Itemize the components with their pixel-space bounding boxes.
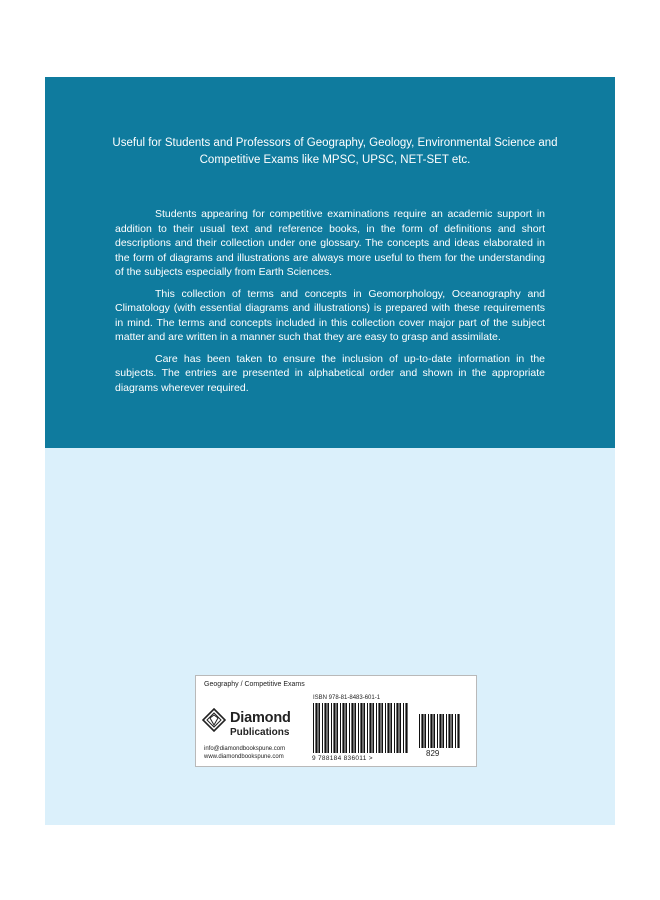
barcode-bar <box>363 703 365 753</box>
barcode-bar <box>437 714 438 748</box>
barcode-bar <box>345 703 347 753</box>
barcode-bar <box>354 703 356 753</box>
barcode-bar <box>419 714 420 748</box>
barcode-bar <box>378 703 380 753</box>
barcode-bar <box>399 703 401 753</box>
barcode-bar <box>360 703 362 753</box>
barcode-bar <box>385 703 386 753</box>
barcode-bar <box>376 703 377 753</box>
tagline: Useful for Students and Professors of Geography, Geology, Environmental Science and Competitive Exams like MPSC, UPSC, NET-SET etc. <box>112 137 558 166</box>
price-code: 829 <box>426 749 440 758</box>
email-text: info@diamondbookspune.com <box>204 746 286 752</box>
isbn-text: ISBN 978-81-8483-601-1 <box>313 695 381 701</box>
barcode-bar <box>313 703 314 753</box>
diamond-logo-icon <box>202 708 226 732</box>
description-text <box>115 207 545 402</box>
paragraph-2: This collection of terms and concepts in Geomorphology, Oceanography and Climatology (with essential diagrams and illustrations) is prepared with these requirements in mind. The terms and concepts included in this collection cover major part of the subject matter and are written in a manner such that they are easy to grasp and assimilate. <box>115 287 545 343</box>
barcode-digits: 9 788184 836011 > <box>312 755 373 762</box>
barcode-bar <box>390 703 392 753</box>
back-cover <box>45 77 615 825</box>
barcode-bar <box>336 703 338 753</box>
brand-name: Diamond <box>230 710 291 726</box>
barcode-bar <box>333 703 335 753</box>
barcode-bar <box>451 714 453 748</box>
barcode-bar <box>342 703 344 753</box>
brand-sub: Publications <box>230 727 290 738</box>
barcode-bar <box>369 703 371 753</box>
barcode-bar <box>457 714 459 748</box>
barcode-bar <box>428 714 429 748</box>
barcode-bar <box>358 703 359 753</box>
barcode-bar <box>405 703 407 753</box>
barcode-bar <box>421 714 423 748</box>
barcode-bar <box>394 703 395 753</box>
barcode-bar <box>448 714 450 748</box>
barcode-bar <box>349 703 350 753</box>
barcode-bar <box>340 703 341 753</box>
paragraph-3: Care has been taken to ensure the inclusion of up-to-date information in the subjects. The entries are presented in alphabetical order and shown in the appropriate diagrams wherever required. <box>115 352 545 394</box>
publisher-label <box>195 675 477 767</box>
barcode-bar <box>381 703 383 753</box>
barcode-bar <box>439 714 441 748</box>
barcode-bar <box>372 703 374 753</box>
barcode-bar <box>430 714 432 748</box>
barcode-bar <box>324 703 326 753</box>
barcode-bar <box>322 703 323 753</box>
barcode-bar <box>446 714 447 748</box>
barcode-bar <box>351 703 353 753</box>
category-text: Geography / Competitive Exams <box>204 681 305 688</box>
barcode-bar <box>433 714 435 748</box>
barcode-bar <box>424 714 426 748</box>
website-text: www.diamondbookspune.com <box>204 754 284 760</box>
barcode-bar <box>331 703 332 753</box>
price-barcode <box>418 714 462 748</box>
paragraph-1: Students appearing for competitive examinations require an academic support in addition to their usual text and reference books, in the form of definitions and short descriptions and their collection under one glossary. The concepts and ideas elaborated in the form of diagrams and illustrations are always more useful to them for the understanding of the subjects especially from Earth Sciences. <box>115 208 545 278</box>
barcode-bar <box>396 703 398 753</box>
barcode-bar <box>318 703 320 753</box>
barcode-bar <box>327 703 329 753</box>
barcode-bar <box>387 703 389 753</box>
isbn-barcode <box>312 703 408 753</box>
barcode-bar <box>455 714 456 748</box>
description-panel <box>45 77 615 448</box>
barcode-bar <box>442 714 444 748</box>
barcode-bar <box>315 703 317 753</box>
barcode-bar <box>367 703 368 753</box>
barcode-bar <box>403 703 404 753</box>
